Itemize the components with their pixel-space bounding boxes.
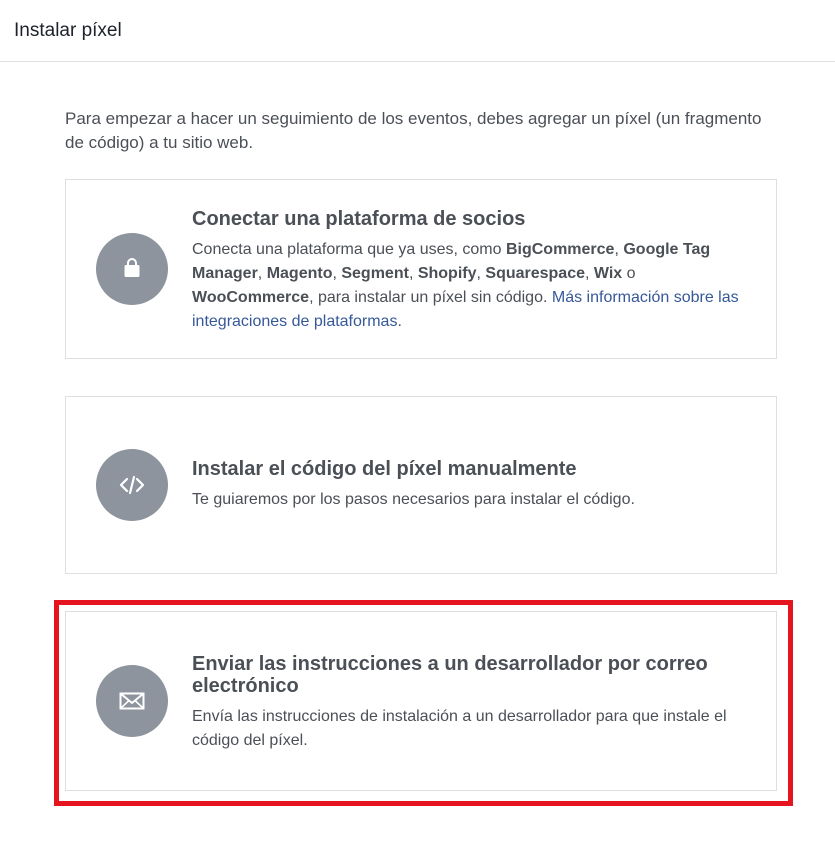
manual-install-option[interactable] (65, 396, 777, 574)
platform-name: Squarespace (485, 265, 585, 282)
desc-separator: , (332, 265, 342, 282)
desc-text: , para instalar un píxel sin código. (309, 289, 552, 306)
manual-install-description: Te guiaremos por los pasos necesarios para instalar el código. (192, 491, 635, 508)
desc-separator: , (476, 265, 486, 282)
platform-name: Google Tag Manager (192, 241, 711, 282)
platform-name: Magento (266, 265, 333, 282)
platform-name: BigCommerce (505, 241, 615, 258)
email-developer-title: Enviar las instrucciones a un desarrollador por correo electrónico (192, 653, 708, 697)
platform-name: Shopify (417, 265, 477, 282)
desc-separator: , (257, 265, 267, 282)
dialog-title: Instalar píxel (14, 20, 122, 41)
email-developer-option[interactable] (65, 611, 777, 791)
desc-text: Conecta una plataforma que ya uses, como (192, 241, 506, 258)
desc-separator: o (622, 265, 636, 282)
intro-text: Para empezar a hacer un seguimiento de los eventos, debes agregar un píxel (un fragmento de código) a tu sitio web. (65, 109, 762, 152)
platform-integrations-link[interactable]: Más información sobre las integraciones de plataformas (192, 289, 739, 330)
envelope-icon (96, 665, 168, 737)
email-developer-text (192, 653, 746, 753)
desc-text: . (397, 313, 402, 330)
dialog-header (0, 0, 835, 62)
platform-name: Segment (341, 265, 409, 282)
manual-install-text (192, 458, 746, 512)
platform-name: WooCommerce (192, 289, 310, 306)
partner-platform-option[interactable] (65, 179, 777, 359)
shopping-bag-icon (96, 233, 168, 305)
email-developer-description: Envía las instrucciones de instalación a un desarrollador para que instale el código del píxel. (192, 708, 727, 749)
desc-separator: , (614, 241, 624, 258)
partner-platform-description (192, 238, 746, 334)
desc-separator: , (408, 265, 418, 282)
code-icon (96, 449, 168, 521)
partner-platform-text (192, 208, 746, 334)
manual-install-title: Instalar el código del píxel manualmente (192, 458, 577, 480)
partner-platform-title: Conectar una plataforma de socios (192, 208, 526, 230)
desc-separator: , (585, 265, 594, 282)
platform-name: Wix (593, 265, 623, 282)
